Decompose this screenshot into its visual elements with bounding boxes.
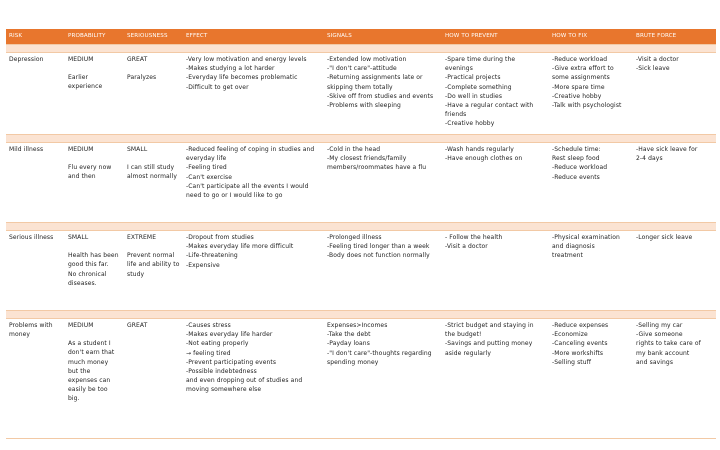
spacer-cell — [183, 311, 324, 319]
cell-line: easily be too big. — [68, 386, 110, 403]
cell-line: -Selling stuff — [552, 358, 592, 366]
cell-line: moving somewhere else — [186, 386, 262, 394]
cell-line: money — [9, 331, 31, 339]
cell-line: -Reduce workload — [552, 56, 608, 63]
cell-line: some assignments — [552, 74, 610, 82]
spacer-cell — [65, 45, 124, 53]
header-how-to-prevent: HOW TO PREVENT — [442, 29, 549, 45]
spacer-cell — [324, 311, 442, 319]
cell-risk — [6, 143, 65, 223]
cell-line: don't earn that — [68, 349, 115, 357]
cell-line: Mild illness — [9, 146, 44, 153]
cell-line: Earlier — [68, 74, 89, 82]
header-brute-force: BRUTE FORCE — [633, 29, 716, 45]
cell-line: - Follow the health — [445, 234, 503, 241]
cell-line: -Feeling tired — [186, 164, 227, 172]
cell-line: -Visit a doctor — [636, 56, 679, 63]
cell-probability — [65, 319, 124, 439]
table-body — [6, 45, 716, 439]
cell-line: Expenses>Incomes — [327, 322, 388, 329]
cell-brute — [633, 231, 716, 311]
table-row — [6, 319, 716, 439]
cell-fix — [549, 231, 633, 311]
spacer-cell — [124, 223, 183, 231]
cell-line: -"I don't care"-attitude — [327, 65, 397, 73]
cell-probability — [65, 231, 124, 311]
risk-table-sheet — [6, 29, 716, 439]
cell-line: MEDIUM — [68, 322, 94, 329]
cell-line: -Reduced feeling of coping in studies and — [186, 146, 315, 153]
cell-line — [68, 330, 121, 339]
cell-line: -Complete something — [445, 83, 512, 91]
spacer-cell — [324, 135, 442, 143]
spacer-cell — [549, 45, 633, 53]
cell-line: -Feeling tired longer than a week — [327, 243, 430, 251]
spacer-cell — [324, 223, 442, 231]
header-seriousness: SERIOUSNESS — [124, 29, 183, 45]
cell-line: -Have a regular contact with — [445, 102, 534, 110]
cell-line — [68, 242, 121, 251]
cell-line: I can still study — [127, 164, 175, 172]
cell-line: -Cold in the head — [327, 146, 381, 153]
spacer-cell — [633, 311, 716, 319]
cell-line: -Dropout from studies — [186, 234, 254, 241]
cell-line — [68, 64, 121, 73]
spacer-cell — [633, 135, 716, 143]
spacer-cell — [442, 223, 549, 231]
cell-brute — [633, 53, 716, 135]
cell-line: experience — [68, 83, 103, 91]
spacer-cell — [6, 223, 65, 231]
cell-seriousness — [124, 143, 183, 223]
cell-line: -Prolonged illness — [327, 234, 382, 241]
cell-line: -Physical examination — [552, 234, 620, 241]
spacer-cell — [442, 45, 549, 53]
cell-line: study — [127, 270, 145, 278]
cell-line: MEDIUM — [68, 56, 94, 63]
cell-line: everyday life — [186, 155, 227, 163]
cell-line: -Payday loans — [327, 340, 370, 348]
cell-line: SMALL — [127, 146, 148, 153]
cell-line: my bank account — [636, 349, 690, 357]
cell-line: -Causes stress — [186, 322, 231, 329]
cell-line: life and ability to — [127, 261, 180, 269]
cell-line: Health has been — [68, 252, 119, 260]
cell-signals — [324, 53, 442, 135]
cell-seriousness — [124, 53, 183, 135]
cell-line: -More spare time — [552, 83, 605, 91]
cell-line: -Reduce events — [552, 173, 600, 181]
table-row — [6, 143, 716, 223]
cell-line: -Longer sick leave — [636, 234, 693, 241]
cell-line: -Give extra effort to — [552, 65, 614, 73]
cell-line — [127, 242, 180, 251]
cell-line: EXTREME — [127, 234, 157, 241]
cell-line: and diagnosis — [552, 243, 595, 251]
cell-probability — [65, 143, 124, 223]
cell-line: aside regularly — [445, 349, 492, 357]
cell-line: -Have sick leave for — [636, 146, 698, 153]
cell-line — [127, 64, 180, 73]
spacer-cell — [6, 45, 65, 53]
cell-line: -Selling my car — [636, 322, 683, 329]
cell-line: -Expensive — [186, 261, 220, 269]
cell-line: As a student I — [68, 340, 111, 348]
cell-line: -Sick leave — [636, 65, 670, 73]
cell-line: good this far. — [68, 261, 109, 269]
cell-effect — [183, 143, 324, 223]
cell-line: but the — [68, 367, 91, 375]
cell-line: -Economize — [552, 331, 588, 339]
cell-line: -Reduce expenses — [552, 322, 609, 329]
cell-line: Depression — [9, 56, 44, 63]
cell-brute — [633, 319, 716, 439]
cell-line: -Have enough clothes on — [445, 155, 523, 163]
spacer-cell — [633, 45, 716, 53]
cell-line: -Creative hobby — [445, 120, 495, 128]
cell-effect — [183, 231, 324, 311]
spacer-cell — [549, 135, 633, 143]
cell-line: need to go or I would like to go — [186, 192, 283, 200]
cell-prevent — [442, 53, 549, 135]
cell-line: members/roommates have a flu — [327, 164, 427, 172]
cell-line: -Not eating properly — [186, 340, 249, 348]
cell-prevent — [442, 143, 549, 223]
cell-seriousness — [124, 231, 183, 311]
table-row — [6, 53, 716, 135]
spacer-cell — [65, 223, 124, 231]
cell-risk — [6, 231, 65, 311]
cell-line: -Do well in studies — [445, 92, 503, 100]
cell-line: -"I don't care"-thoughts regarding — [327, 349, 432, 357]
spacer-cell — [442, 135, 549, 143]
header-row — [6, 29, 716, 45]
cell-line — [127, 154, 180, 163]
cell-line: -Strict budget and staying in — [445, 322, 534, 329]
cell-line: -My closest friends/family — [327, 155, 407, 163]
cell-line: -Practical projects — [445, 74, 501, 82]
cell-line: -Can't participate all the events I would — [186, 182, 309, 190]
risk-table — [6, 29, 716, 439]
header-signals: SIGNALS — [324, 29, 442, 45]
cell-risk — [6, 53, 65, 135]
cell-effect — [183, 319, 324, 439]
cell-line: almost normally — [127, 173, 177, 181]
cell-line: Prevent normal — [127, 252, 175, 260]
cell-line: -Difficult to get over — [186, 83, 249, 91]
cell-line: much money — [68, 358, 109, 366]
cell-signals — [324, 231, 442, 311]
cell-line: -Reduce workload — [552, 164, 608, 172]
cell-line: -Life-threatening — [186, 252, 238, 260]
spacer-cell — [124, 135, 183, 143]
table-row — [6, 231, 716, 311]
cell-line: -Possible indebtedness — [186, 368, 257, 376]
cell-line: MEDIUM — [68, 146, 94, 153]
cell-risk — [6, 319, 65, 439]
spacer-cell — [549, 223, 633, 231]
cell-line: -Take the debt — [327, 331, 371, 339]
spacer-cell — [324, 45, 442, 53]
cell-line: Paralyzes — [127, 74, 157, 82]
spacer-cell — [442, 311, 549, 319]
cell-line: evenings — [445, 65, 473, 73]
cell-line: -Problems with sleeping — [327, 102, 401, 110]
cell-line: -Makes everyday life more difficult — [186, 243, 294, 251]
spacer-row — [6, 135, 716, 143]
cell-line: -Creative hobby — [552, 92, 602, 100]
cell-prevent — [442, 231, 549, 311]
cell-line: Problems with — [9, 322, 53, 329]
cell-fix — [549, 53, 633, 135]
header-probability: PROBABILITY — [65, 29, 124, 45]
cell-line: -Visit a doctor — [445, 243, 488, 251]
spacer-cell — [124, 311, 183, 319]
spacer-cell — [6, 135, 65, 143]
spacer-cell — [183, 135, 324, 143]
cell-line: GREAT — [127, 322, 148, 329]
cell-line: -Wash hands regularly — [445, 146, 514, 153]
cell-line: -Very low motivation and energy levels — [186, 56, 307, 63]
spacer-cell — [183, 45, 324, 53]
cell-line: -Can't exercise — [186, 173, 233, 181]
cell-line: -Give someone — [636, 331, 683, 339]
cell-line: -Skive off from studies and events — [327, 92, 434, 100]
cell-line: and savings — [636, 358, 674, 366]
cell-line: 2-4 days — [636, 155, 663, 163]
cell-prevent — [442, 319, 549, 439]
cell-line: and even dropping out of studies and — [186, 377, 303, 385]
spacer-cell — [549, 311, 633, 319]
cell-signals — [324, 143, 442, 223]
cell-fix — [549, 143, 633, 223]
cell-line: diseases. — [68, 279, 97, 287]
cell-line: -Spare time during the — [445, 56, 516, 63]
cell-line: -Canceling events — [552, 340, 608, 348]
cell-line: skipping them totally — [327, 83, 393, 91]
cell-brute — [633, 143, 716, 223]
cell-line: friends — [445, 111, 467, 119]
header-effect: EFFECT — [183, 29, 324, 45]
header-risk: RISK — [6, 29, 65, 45]
cell-seriousness — [124, 319, 183, 439]
cell-line: → feeling tired — [186, 349, 231, 357]
cell-line: -Talk with psychologist — [552, 102, 622, 110]
cell-line: Serious illness — [9, 234, 54, 241]
spacer-cell — [65, 135, 124, 143]
cell-line: Rest sleep food — [552, 155, 600, 163]
header-how-to-fix: HOW TO FIX — [549, 29, 633, 45]
cell-line: -Makes everyday life harder — [186, 331, 273, 339]
spacer-cell — [124, 45, 183, 53]
cell-probability — [65, 53, 124, 135]
spacer-cell — [65, 311, 124, 319]
spacer-cell — [183, 223, 324, 231]
cell-line: -More workshifts — [552, 349, 604, 357]
spacer-cell — [6, 311, 65, 319]
cell-line: -Schedule time: — [552, 146, 601, 153]
spacer-row — [6, 311, 716, 319]
cell-line: SMALL — [68, 234, 89, 241]
cell-line: the budget! — [445, 331, 482, 339]
spacer-row — [6, 45, 716, 53]
cell-line: -Body does not function normally — [327, 252, 430, 260]
cell-line: -Returning assignments late or — [327, 74, 423, 82]
cell-line: -Prevent participating events — [186, 358, 277, 366]
cell-line: expenses can — [68, 377, 111, 385]
cell-line: rights to take care of — [636, 340, 701, 348]
spacer-cell — [633, 223, 716, 231]
cell-line: spending money — [327, 358, 379, 366]
cell-line: -Makes studying a lot harder — [186, 65, 275, 73]
cell-line: No chronical — [68, 270, 107, 278]
cell-signals — [324, 319, 442, 439]
cell-line: -Everyday life becomes problematic — [186, 74, 298, 82]
cell-line: -Extended low motivation — [327, 56, 407, 63]
cell-line: Flu every now — [68, 164, 112, 172]
spacer-row — [6, 223, 716, 231]
cell-line: GREAT — [127, 56, 148, 63]
cell-effect — [183, 53, 324, 135]
cell-line — [68, 154, 121, 163]
cell-fix — [549, 319, 633, 439]
cell-line: and then — [68, 173, 96, 181]
cell-line: treatment — [552, 252, 583, 260]
cell-line: -Savings and putting money — [445, 340, 533, 348]
